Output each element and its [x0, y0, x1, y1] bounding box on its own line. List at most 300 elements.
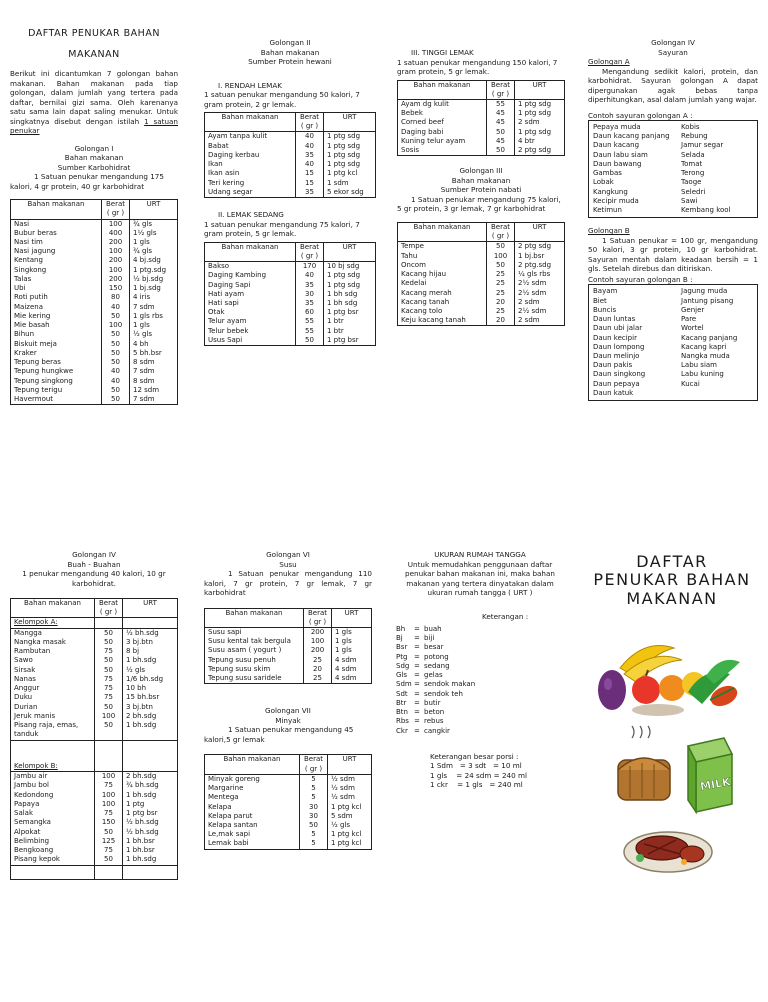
gol6-description: 1 Satuan penukar mengandung 110 kalori, 7 gr protein, 7 gr lemak, 7 gr karbohidrat — [204, 569, 372, 597]
cell-food-name: Tepung singkong — [11, 377, 102, 386]
legend-meaning: gelas — [424, 671, 443, 680]
col-header: Berat ( gr ) — [95, 599, 123, 618]
cell-weight: 50 — [95, 855, 123, 865]
cell-food-name: Tepung susu skim — [205, 665, 304, 674]
cell-food-name: Tepung beras — [11, 358, 102, 367]
cell-urt: 4 iris — [130, 293, 178, 302]
table-row — [398, 242, 565, 252]
cell-urt: 15 bh.bsr — [123, 693, 178, 702]
cell-weight: 200 — [304, 646, 332, 655]
cell-urt: ¾ gls — [130, 219, 178, 229]
cell-urt: ½ gls — [328, 821, 372, 830]
list-item — [593, 287, 753, 296]
table-row — [205, 674, 372, 684]
cell-weight: 40 — [102, 377, 130, 386]
cell-urt: 7 sdm — [130, 303, 178, 312]
list-item-text: Ketimun — [593, 206, 622, 215]
cell-food-name: Maizena — [11, 303, 102, 312]
cell-food-name: Susu asam ( yogurt ) — [205, 646, 304, 655]
cell-urt: 1 bh sdg — [324, 290, 376, 299]
gol2-name: Bahan makanan — [260, 47, 320, 57]
cell-weight: 50 — [95, 828, 123, 837]
cell-urt: 1 ptg kcl — [324, 169, 376, 178]
list-item-text: Daun katuk — [593, 388, 634, 397]
table-row — [205, 160, 376, 169]
cell-food-name: Udang segar — [205, 188, 296, 198]
cell-weight: 40 — [296, 132, 324, 142]
cell-urt: 4 sdm — [332, 674, 372, 684]
gb-example-label: Contoh sayuran golongan B : — [588, 274, 693, 284]
list-item — [593, 197, 753, 206]
list-item — [593, 352, 753, 361]
col-header: Berat ( gr ) — [296, 242, 324, 261]
cell-urt: ½ sdm — [328, 793, 372, 802]
panel-ukuran-rumah-tangga — [396, 550, 564, 990]
cell-urt: 4 bh — [130, 340, 178, 349]
cell-food-name: Jambu air — [11, 772, 95, 782]
gol1-rows — [11, 219, 178, 405]
gol7-name: Minyak — [275, 715, 301, 725]
cell-urt: 7 sdm — [130, 367, 178, 376]
cell-weight: 50 — [95, 638, 123, 647]
cell-food-name: Nangka masak — [11, 638, 95, 647]
cell-weight: 125 — [95, 837, 123, 846]
col-header: Bahan makanan — [398, 80, 487, 99]
cell-urt: 1 btr — [324, 327, 376, 336]
panel-golongan-4-buah — [10, 550, 178, 990]
gb-description: 1 Satuan penukar = 100 gr, mengandung 50 kalori, 3 gr protein, 10 gr karbohidrat. Sayuran mentah dalam keadaan bersih = 1 gls. Setelah direbus dan ditiriskan. — [588, 235, 758, 274]
cell-food-name: Tepung hungkwe — [11, 367, 102, 376]
cell-urt: ½ bh.sdg — [123, 628, 178, 638]
s1-table — [204, 112, 376, 198]
cell-weight: 55 — [487, 99, 515, 109]
panel-golongan-4-sayuran — [588, 38, 758, 488]
cell-weight: 50 — [102, 386, 130, 395]
col-header: Bahan makanan — [11, 200, 102, 219]
cell-food-name: Bubur beras — [11, 229, 102, 238]
cell-food-name: Jambu bol — [11, 781, 95, 790]
cell-food-name: Anggur — [11, 684, 95, 693]
cell-weight: 50 — [102, 349, 130, 358]
list-item-text: Daun melinjo — [593, 351, 640, 360]
cell-food-name: Sirsak — [11, 666, 95, 675]
legend-abbr: Sdm — [396, 680, 412, 689]
cell-weight: 100 — [102, 219, 130, 229]
legend-equals: = — [414, 717, 420, 726]
cell-food-name: Bakso — [205, 262, 296, 272]
porsi-item: 1 ckr = 1 gls = 240 ml — [430, 780, 523, 790]
cell-urt: 2 sdm — [515, 298, 565, 307]
cell-weight: 55 — [296, 327, 324, 336]
table-row — [205, 665, 372, 674]
gol3-name: Bahan makanan — [451, 175, 511, 185]
cell-weight: 170 — [296, 262, 324, 272]
gol1-heading: Golongan I — [74, 143, 114, 153]
cell-weight: 35 — [296, 299, 324, 308]
table-row — [398, 252, 565, 261]
cell-urt: 2 ptg sdg — [515, 242, 565, 252]
s2-title: II. LEMAK SEDANG — [218, 210, 284, 220]
cell-food-name: Duku — [11, 693, 95, 702]
gol1-table — [10, 199, 178, 405]
table-row — [11, 666, 178, 675]
cell-food-name: Mangga — [11, 628, 95, 638]
table-row — [205, 793, 372, 802]
legend-meaning: rebus — [424, 717, 444, 726]
table-row — [398, 99, 565, 109]
legend-equals: = — [414, 698, 420, 707]
cell-food-name: Biskuit meja — [11, 340, 102, 349]
cell-food-name: Kelapa — [205, 803, 300, 812]
cell-urt: 1 bh.sdg — [123, 656, 178, 665]
legend-equals: = — [414, 708, 420, 717]
cell-urt: 8 sdm — [130, 358, 178, 367]
list-item — [593, 361, 753, 370]
legend-equals: = — [414, 689, 420, 698]
gb-list — [588, 284, 758, 401]
legend-meaning: besar — [424, 643, 444, 652]
cell-urt: 1 ptg bsr — [324, 308, 376, 317]
table-row — [398, 261, 565, 270]
table-row — [11, 846, 178, 855]
list-item-text: Lobak — [593, 178, 614, 187]
cell-weight: 35 — [296, 188, 324, 198]
list-item-text: Daun pepaya — [593, 379, 640, 388]
table-row — [398, 279, 565, 288]
cell-weight: 20 — [487, 316, 515, 326]
cell-food-name: Alpokat — [11, 828, 95, 837]
urt-title: UKURAN RUMAH TANGGA — [434, 550, 526, 559]
s3-table — [397, 80, 565, 157]
table-row — [205, 151, 376, 160]
cell-weight: 100 — [95, 712, 123, 721]
col-header: Berat ( gr ) — [300, 755, 328, 774]
cell-food-name: Kacang tolo — [398, 307, 487, 316]
list-item-text: Kangkung — [593, 187, 628, 196]
cell-food-name: Nanas — [11, 675, 95, 684]
cell-food-name: Minyak goreng — [205, 774, 300, 784]
cell-food-name: Salak — [11, 809, 95, 818]
cell-food-name: Daging Kambing — [205, 271, 296, 280]
cell-urt: 2½ sdm — [515, 307, 565, 316]
cell-weight: 75 — [95, 693, 123, 702]
cell-urt: 5 ekor sdg — [324, 188, 376, 198]
cell-weight: 20 — [304, 665, 332, 674]
cell-urt: 1 ptg — [123, 800, 178, 809]
table-row — [205, 299, 376, 308]
panel-golongan-1 — [10, 28, 178, 478]
cell-urt: 8 bj — [123, 647, 178, 656]
cell-urt: 1 ptg sdg — [515, 128, 565, 137]
legend-item — [396, 699, 564, 708]
list-item — [593, 380, 753, 389]
cell-weight: 45 — [487, 137, 515, 146]
cell-food-name: Oncom — [398, 261, 487, 270]
table-row — [11, 772, 178, 782]
cell-weight: 200 — [102, 275, 130, 284]
cell-weight: 35 — [296, 151, 324, 160]
table-row — [398, 109, 565, 118]
cell-weight: 200 — [102, 238, 130, 247]
col-header: Bahan makanan — [205, 242, 296, 261]
table-row — [11, 791, 178, 800]
cell-food-name: Telur bebek — [205, 327, 296, 336]
cell-urt: ½ bh.sdg — [123, 818, 178, 827]
cell-urt: 1 bh.bsr — [123, 846, 178, 855]
ga-title: Golongan A — [588, 57, 630, 66]
cell-urt: 1 ptg sdg — [324, 151, 376, 160]
food-illustration — [584, 618, 754, 888]
cell-weight: 40 — [296, 142, 324, 151]
table-row — [11, 703, 178, 712]
legend-item — [396, 653, 564, 662]
cell-weight: 20 — [487, 298, 515, 307]
legend-meaning: butir — [424, 698, 441, 707]
table-row — [11, 800, 178, 809]
col-header: Bahan makanan — [205, 755, 300, 774]
cell-food-name: Ikan — [205, 160, 296, 169]
cell-weight: 50 — [487, 242, 515, 252]
legend-item — [396, 708, 564, 717]
gol3-description: 1 Satuan penukar mengandung 75 kalori, 5 gr protein, 3 gr lemak, 7 gr karbohidrat — [397, 194, 561, 214]
cell-weight: 50 — [102, 330, 130, 339]
cell-food-name: Kelapa parut — [205, 812, 300, 821]
cell-urt: 1 ptg kcl — [328, 839, 372, 849]
list-item-text: Daun bawang — [593, 159, 642, 168]
legend-meaning: potong — [424, 652, 449, 661]
cell-weight: 35 — [296, 281, 324, 290]
s2-rows — [205, 262, 376, 346]
cell-urt: 2 sdm — [515, 316, 565, 326]
cell-urt: 1½ gls — [130, 229, 178, 238]
legend-meaning: beton — [424, 708, 445, 717]
cell-urt: 1 gls — [130, 238, 178, 247]
s1-title: I. RENDAH LEMAK — [218, 80, 282, 90]
legend-equals: = — [414, 671, 420, 680]
legend-meaning: sedang — [424, 661, 450, 670]
list-item-text: Rebung — [681, 132, 708, 141]
cell-urt: 10 bj sdg — [324, 262, 376, 272]
cell-urt: 7 sdm — [130, 395, 178, 405]
cell-food-name: Nasi tim — [11, 238, 102, 247]
table-row — [11, 638, 178, 647]
gol4-heading: Golongan IV — [651, 38, 695, 47]
legend-abbr: Bj — [396, 634, 403, 643]
list-item-text: Wortel — [681, 324, 704, 333]
table-row — [398, 128, 565, 137]
list-item-text: Labu siam — [681, 361, 717, 370]
cell-weight: 40 — [296, 160, 324, 169]
col-header: Berat ( gr ) — [304, 608, 332, 627]
list-item-text: Kucai — [681, 379, 700, 388]
list-item-text: Labu kuning — [681, 370, 724, 379]
legend-equals: = — [414, 680, 420, 689]
col-header: URT — [123, 599, 178, 618]
table-row — [205, 188, 376, 198]
cell-urt: 1 ptg kcl — [328, 803, 372, 812]
cell-food-name: Ayam dg kulit — [398, 99, 487, 109]
cell-weight: 25 — [487, 289, 515, 298]
cell-food-name: Susu kental tak bergula — [205, 637, 304, 646]
list-item-text: Pare — [681, 315, 697, 324]
cell-weight: 100 — [95, 772, 123, 782]
list-item — [593, 389, 753, 398]
list-item — [593, 306, 753, 315]
table-row — [11, 855, 178, 865]
cell-weight: 50 — [487, 146, 515, 156]
list-item-text: Daun kecipir — [593, 333, 637, 342]
legend-abbr: Ptg — [396, 652, 408, 661]
list-item — [593, 188, 753, 197]
col-header: URT — [324, 113, 376, 132]
table-row — [205, 262, 376, 272]
cell-food-name: Tepung terigu — [11, 386, 102, 395]
list-item — [593, 206, 753, 215]
cell-food-name: Tepung susu penuh — [205, 656, 304, 665]
legend-equals: = — [414, 643, 420, 652]
table-row — [11, 238, 178, 247]
table-row — [205, 812, 372, 821]
cell-urt: 2 ptg.sdg — [515, 261, 565, 270]
list-item-text: Selada — [681, 150, 705, 159]
cell-weight: 50 — [296, 336, 324, 346]
cell-food-name: Semangka — [11, 818, 95, 827]
cell-weight: 5 — [300, 774, 328, 784]
cell-weight: 50 — [102, 312, 130, 321]
list-item-text: Daun luntas — [593, 315, 636, 324]
legend-meaning: cangkir — [424, 726, 450, 735]
list-item-text: Daun labu siam — [593, 150, 648, 159]
cell-weight: 75 — [95, 781, 123, 790]
s1-description: 1 satuan penukar mengandung 50 kalori, 7 gram protein, 2 gr lemak. — [204, 90, 360, 109]
table-row — [11, 395, 178, 405]
cell-food-name: Lemak babi — [205, 839, 300, 849]
list-item — [593, 178, 753, 187]
cell-food-name: Roti putih — [11, 293, 102, 302]
cell-food-name: Susu sapi — [205, 627, 304, 637]
cell-food-name: Otak — [205, 308, 296, 317]
col-header: Bahan makanan — [205, 608, 304, 627]
cell-urt: 1 gls rbs — [130, 312, 178, 321]
legend-item — [396, 680, 564, 689]
cell-weight: 100 — [304, 637, 332, 646]
legend-item — [396, 625, 564, 634]
cell-weight: 100 — [102, 321, 130, 330]
table-row — [11, 340, 178, 349]
legend-meaning: sendok makan — [424, 680, 476, 689]
cell-weight: 100 — [102, 266, 130, 275]
buah-table — [10, 598, 178, 880]
cell-food-name: Durian — [11, 703, 95, 712]
list-item-text: Kacang panjang — [681, 333, 738, 342]
gol7-table — [204, 754, 372, 849]
kelompok-b-rows — [11, 772, 178, 865]
list-item-text: Daun kacang panjang — [593, 132, 670, 141]
urt-legend — [396, 625, 564, 736]
cell-urt: 2½ sdm — [515, 289, 565, 298]
table-row — [205, 774, 372, 784]
legend-item — [396, 643, 564, 652]
legend-abbr: Rbs — [396, 717, 409, 726]
s3-title: III. TINGGI LEMAK — [411, 48, 474, 57]
list-item-text: Jamur segar — [681, 141, 724, 150]
legend-item — [396, 634, 564, 643]
urt-description: Untuk memudahkan penggunaan daftar penukar bahan makanan ini, maka bahan makanan yang tertera dinyatakan dalam ukuran rumah tangga ( URT ) — [405, 559, 555, 597]
table-row — [11, 229, 178, 238]
cover-title-line1: DAFTAR — [636, 553, 708, 571]
cell-weight: 25 — [304, 674, 332, 684]
col-header: URT — [515, 80, 565, 99]
cell-urt: 1 bh sdg — [324, 299, 376, 308]
cell-urt: 3 bj.btn — [123, 703, 178, 712]
cell-weight: 50 — [95, 656, 123, 665]
cell-weight: 100 — [95, 800, 123, 809]
gb-title: Golongan B — [588, 226, 630, 236]
cell-food-name: Kelapa santan — [205, 821, 300, 830]
table-row — [205, 803, 372, 812]
table-row — [398, 118, 565, 127]
fruit-vegetable-icon — [598, 646, 740, 717]
table-row — [11, 386, 178, 395]
legend-abbr: Bh — [396, 625, 406, 633]
cell-weight: 50 — [95, 721, 123, 740]
brochure-heading-line1: DAFTAR PENUKAR BAHAN — [28, 28, 160, 39]
cell-food-name: Sosis — [398, 146, 487, 156]
legend-meaning: biji — [424, 634, 435, 643]
list-item — [593, 324, 753, 333]
cell-weight: 30 — [300, 812, 328, 821]
cell-food-name: Babat — [205, 142, 296, 151]
table-row — [11, 828, 178, 837]
cell-food-name: Havermout — [11, 395, 102, 405]
cell-urt: 3 bj.btn — [123, 638, 178, 647]
cell-urt: 4 bj.sdg — [130, 256, 178, 265]
cell-weight: 50 — [300, 821, 328, 830]
cell-food-name: Rambutan — [11, 647, 95, 656]
list-item-text: Gambas — [593, 169, 622, 178]
list-item-text: Biet — [593, 296, 607, 305]
cell-weight: 30 — [296, 290, 324, 299]
table-row — [11, 721, 178, 740]
kelompok-a-rows — [11, 628, 178, 740]
cell-urt: 1 bh.sdg — [123, 791, 178, 800]
panel-golongan-3 — [397, 48, 565, 448]
legend-meaning: sendok teh — [424, 689, 463, 698]
cell-urt: 1 ptg bsr — [324, 336, 376, 346]
cell-weight: 40 — [102, 303, 130, 312]
list-item-text: Buncis — [593, 305, 617, 314]
cell-urt: 5 bh.bsr — [130, 349, 178, 358]
table-row — [11, 809, 178, 818]
cell-weight: 50 — [95, 628, 123, 638]
cell-urt: 1 bh.sdg — [123, 855, 178, 865]
cell-urt: 1 ptg kcl — [328, 830, 372, 839]
table-row — [11, 321, 178, 330]
cell-food-name: Belimbing — [11, 837, 95, 846]
table-row — [205, 637, 372, 646]
cell-weight: 75 — [95, 809, 123, 818]
cell-urt: 2 bh.sdg — [123, 772, 178, 782]
cell-weight: 40 — [102, 367, 130, 376]
kelompok-a-label: Kelompok A: — [11, 618, 95, 628]
gol3-subtitle: Sumber Protein nabati — [440, 185, 522, 195]
legend-abbr: Gls — [396, 671, 408, 680]
cell-food-name: Kedondong — [11, 791, 95, 800]
cell-urt: 2 ptg sdg — [515, 146, 565, 156]
table-row — [11, 358, 178, 367]
cell-weight: 50 — [95, 666, 123, 675]
cell-food-name: Mie basah — [11, 321, 102, 330]
